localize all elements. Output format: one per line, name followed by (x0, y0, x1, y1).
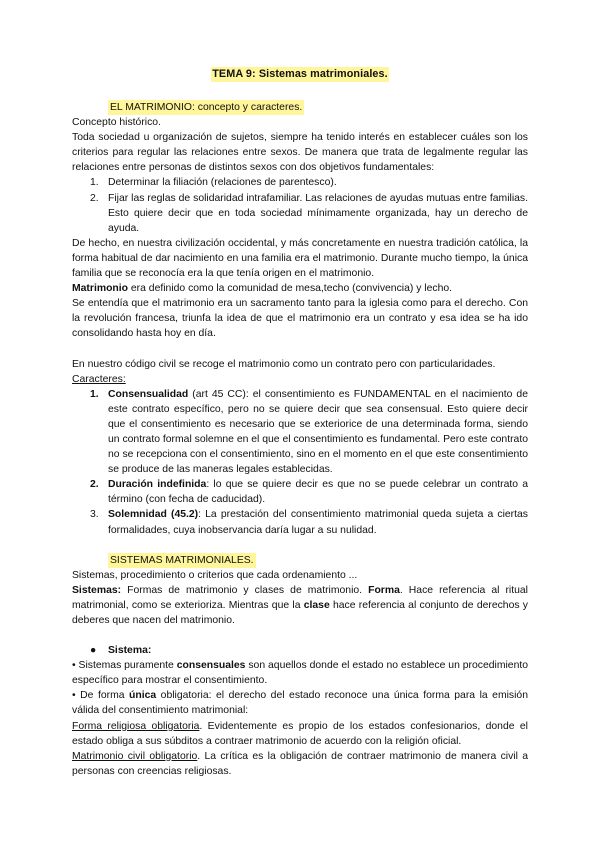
list-item: 2. Fijar las reglas de solidaridad intrafamiliar. Las relaciones de ayudas mutuas entre familias. Esto quiere decir que en toda sociedad mínimamente organizada, hay un derecho de ayuda. (90, 192, 528, 234)
spacer (72, 342, 528, 357)
paragraph-sistemas-intro: Sistemas, procedimiento o criterios que cada ordenamiento ... (72, 569, 358, 581)
list-item: 1. Determinar la filiación (relaciones de parentesco). (90, 177, 337, 189)
spacer (72, 538, 528, 553)
spacer (72, 628, 528, 643)
paragraph-forma-unica: • De forma única obligatoria: el derecho del estado reconoce una única forma para la emisión válida del consentimiento matrimonial: (72, 690, 528, 717)
caracteres-list (72, 387, 528, 538)
section-heading-sistemas: SISTEMAS MATRIMONIALES. (72, 553, 528, 568)
section-heading-matrimonio: EL MATRIMONIO: concepto y caracteres. (72, 100, 528, 115)
bullet-heading-sistema: ● Sistema: (72, 643, 528, 658)
title-wrap (0, 67, 600, 82)
objectives-list (72, 175, 528, 235)
paragraph-matrimonio-civil: Matrimonio civil obligatorio. La crítica es la obligación de contraer matrimonio de manera civil a personas con creencias religiosas. (72, 750, 528, 777)
paragraph-consensuales: • Sistemas puramente consensuales son aquellos donde el estado no establece un procedimiento específico para mostrar el consentimiento. (72, 660, 529, 687)
paragraph-forma-religiosa: Forma religiosa obligatoria. Evidentemente es propio de los estados confesionarios, donde el estado obliga a sus súbditos a contraer matrimonio de acuerdo con la religión oficial. (72, 720, 528, 747)
document-body (72, 100, 528, 779)
paragraph-hecho: De hecho, en nuestra civilización occidental, y más concretamente en nuestra tradición católica, la forma habitual de dar nacimiento en una familia era el matrimonio. Durante mucho tiempo, la única familia que se reconocía era la que tenía origen en el matrimonio. (72, 237, 528, 280)
paragraph-intro: Toda sociedad u organización de sujetos, siempre ha tenido interés en establecer cuáles son los criterios para regular las relaciones entre sexos. De manera que trata de legalmente regular las relaciones entre personas de distintos sexos con dos objetivos fundamentales: (72, 132, 528, 174)
bullet-dot-icon: ● (90, 645, 97, 657)
list-item: 3. Solemnidad (45.2): La prestación del consentimiento matrimonial queda sujeta a ciertas formalidades, cuya inobservancia daría lugar a su nulidad. (90, 509, 529, 536)
list-item: 1. Consensualidad (art 45 CC): el consentimiento es FUNDAMENTAL en el nacimiento de este contrato específico, pero no se quiere decir que sea consensual. Esto quiere decir que el consentimiento es necesario que se exteriorice de una determinada forma, siendo un contrato formal solemne en el que el consentimiento es fundamental. Pero este contrato no se recepciona con el consentimiento, sino en el momento en el que este consentimiento se produce de las maneras legales establecidas. (90, 388, 528, 476)
paragraph-sistemas-def: Sistemas: Formas de matrimonio y clases de matrimonio. Forma. Hace referencia al ritual matrimonial, como se exterioriza. Mientras que la clase hace referencia al conjunto de derechos y deberes que nacen del matrimonio. (72, 584, 528, 626)
caracteres-label: Caracteres: (72, 373, 126, 385)
page-title: TEMA 9: Sistemas matrimoniales. (211, 67, 389, 82)
paragraph-sacramento: Se entendía que el matrimonio era un sacramento tanto para la iglesia como para el derecho. Con la revolución francesa, triunfa la idea de que el matrimonio era un contrato y esa idea se ha ido consolidando hasta hoy en día. (72, 298, 528, 340)
subheading-concepto: Concepto histórico. (72, 117, 161, 129)
list-item: 2. Duración indefinida: lo que se quiere decir es que no se puede celebrar un contrato a término (con fecha de caducidad). (90, 479, 528, 506)
paragraph-matrimonio-def: Matrimonio era definido como la comunidad de mesa,techo (convivencia) y lecho. (72, 283, 453, 295)
paragraph-codigo: En nuestro código civil se recoge el matrimonio como un contrato pero con particularidades. (72, 358, 496, 370)
